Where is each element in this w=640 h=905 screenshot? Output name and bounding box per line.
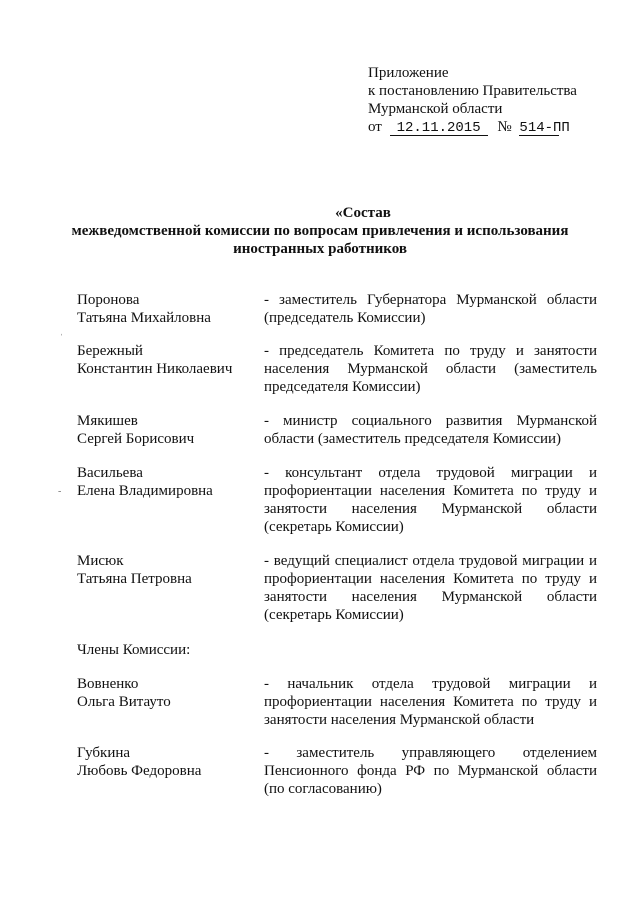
member-name — [77, 342, 257, 378]
member-role: - ведущий специалист отдела трудовой миграции и профориентации населения Комитета по труду и занятости населения Мурманской области (секретарь Комиссии) — [264, 553, 597, 623]
member-role: - консультант отдела трудовой миграции и профориентации населения Комитета по труду и занятости населения Мурманской области (секретарь Комиссии) — [264, 465, 597, 535]
member-given-names: Любовь Федоровна — [77, 763, 202, 779]
member-name — [77, 744, 257, 780]
member-surname: Мякишев — [77, 413, 138, 429]
member-surname: Мисюк — [77, 553, 124, 569]
document-title — [40, 204, 600, 258]
resolution-number: 514-ПП — [519, 120, 570, 136]
member-surname: Бережный — [77, 343, 143, 359]
scan-artifact: - — [58, 486, 62, 497]
member-surname: Васильева — [77, 465, 143, 481]
member-given-names: Елена Владимировна — [77, 483, 213, 499]
title-line-3: иностранных работников — [233, 241, 407, 257]
member-name — [77, 464, 257, 500]
member-role: - министр социального развития Мурманской области (заместитель председателя Комиссии) — [264, 413, 597, 447]
date-from-label: от — [368, 119, 382, 135]
appendix-date-line — [368, 118, 577, 136]
member-role: - председатель Комитета по труду и занятости населения Мурманской области (заместитель председателя Комиссии) — [264, 343, 597, 395]
title-line-1: «Состав — [335, 205, 391, 221]
title-line-2: межведомственной комиссии по вопросам привлечения и использования — [71, 223, 569, 239]
member-name — [77, 675, 257, 711]
appendix-region: Мурманской области — [368, 101, 503, 117]
member-name — [77, 412, 257, 448]
member-given-names: Константин Николаевич — [77, 361, 233, 377]
member-given-names: Татьяна Петровна — [77, 571, 192, 587]
member-surname: Вовненко — [77, 676, 139, 692]
number-sign: № — [497, 119, 512, 135]
member-given-names: Ольга Витауто — [77, 694, 171, 710]
member-name — [77, 291, 257, 327]
member-name — [77, 552, 257, 588]
member-given-names: Татьяна Михайловна — [77, 310, 211, 326]
appendix-title: Приложение — [368, 65, 449, 81]
member-role: - заместитель Губернатора Мурманской области (председатель Комиссии) — [264, 292, 597, 326]
scan-artifact: ˌ — [60, 325, 64, 336]
member-surname: Губкина — [77, 745, 131, 761]
member-surname: Поронова — [77, 292, 140, 308]
member-role: - заместитель управляющего отделением Пенсионного фонда РФ по Мурманской области (по согласованию) — [264, 745, 597, 797]
member-role: - начальник отдела трудовой миграции и профориентации населения Комитета по труду и занятости населения Мурманской области — [264, 676, 597, 728]
members-section-label: Члены Комиссии: — [77, 642, 191, 658]
appendix-resolution-ref: к постановлению Правительства — [368, 83, 577, 99]
resolution-date: 12.11.2015 — [390, 121, 488, 136]
appendix-header — [368, 64, 577, 136]
member-given-names: Сергей Борисович — [77, 431, 195, 447]
